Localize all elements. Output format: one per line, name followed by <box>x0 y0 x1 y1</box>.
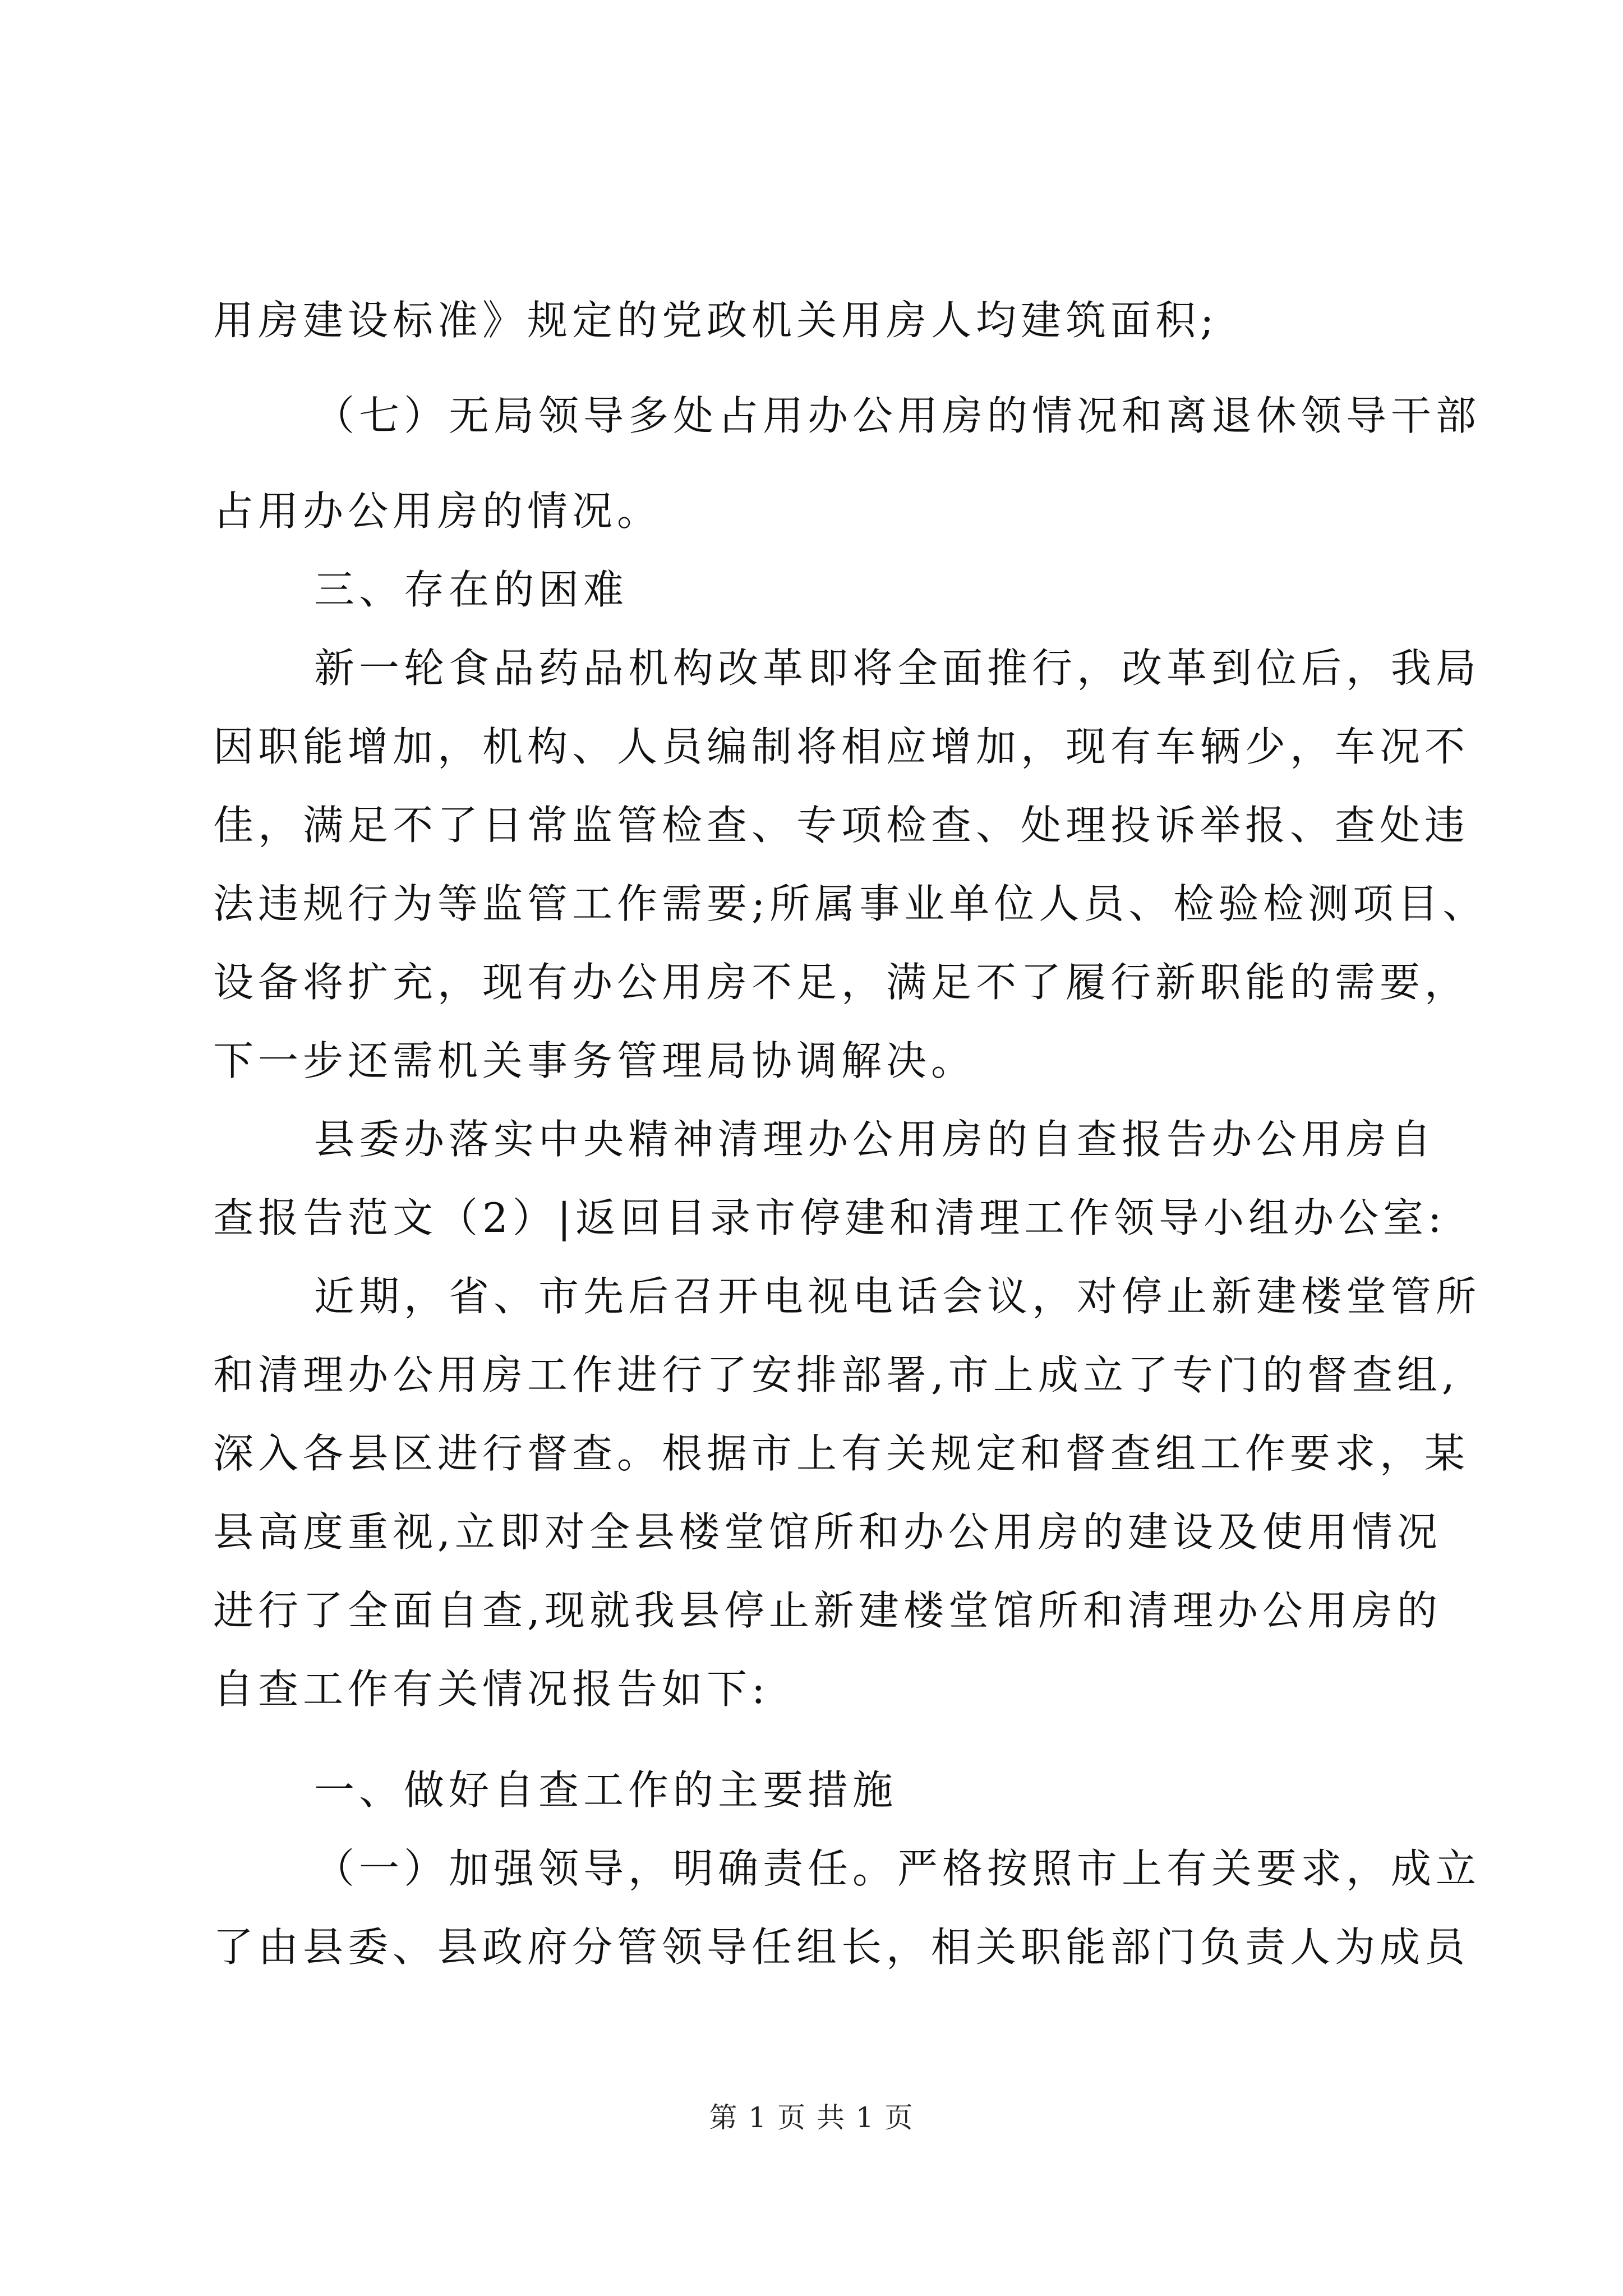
text-line: 新一轮食品药品机构改革即将全面推行，改革到位后，我局 <box>314 645 1481 692</box>
text-line: 县委办落实中央精神清理办公用房的自查报告办公用房自 <box>314 1116 1436 1163</box>
text-line: 自查工作有关情况报告如下: <box>213 1665 770 1713</box>
section-heading: 三、存在的困难 <box>314 566 629 613</box>
text-line: 和清理办公用房工作进行了安排部署,市上成立了专门的督查组, <box>213 1351 1459 1398</box>
text-line: 进行了全面自查,现就我县停止新建楼堂馆所和清理办公用房的 <box>213 1587 1442 1634</box>
text-line: （一）加强领导，明确责任。严格按照市上有关要求，成立 <box>314 1845 1481 1892</box>
text-line: 设备将扩充，现有办公用房不足，满足不了履行新职能的需要， <box>213 959 1470 1006</box>
text-line: 近期，省、市先后召开电视电话会议，对停止新建楼堂管所 <box>314 1273 1481 1320</box>
text-line: 因职能增加，机构、人员编制将相应增加，现有车辆少，车况不 <box>213 723 1470 770</box>
text-line: 查报告范文（2）|返回目录市停建和清理工作领导小组办公室: <box>213 1194 1446 1241</box>
text-line: 深入各县区进行督查。根据市上有关规定和督查组工作要求，某 <box>213 1430 1470 1477</box>
section-heading: 一、做好自查工作的主要措施 <box>314 1766 898 1814</box>
text-line: 法违规行为等监管工作需要;所属事业单位人员、检验检测项目、 <box>213 880 1488 927</box>
page-footer: 第 1 页 共 1 页 <box>709 2101 914 2134</box>
text-line: （七）无局领导多处占用办公用房的情况和离退休领导干部 <box>314 392 1481 439</box>
text-line: 了由县委、县政府分管领导任组长，相关职能部门负责人为成员 <box>213 1924 1470 1971</box>
text-line: 佳，满足不了日常监管检查、专项检查、处理投诉举报、查处违 <box>213 802 1470 849</box>
text-line: 用房建设标准》规定的党政机关用房人均建筑面积; <box>213 297 1219 344</box>
text-line: 占用办公用房的情况。 <box>213 487 662 535</box>
text-line: 下一步还需机关事务管理局协调解决。 <box>213 1037 976 1084</box>
text-line: 县高度重视,立即对全县楼堂馆所和办公用房的建设及使用情况 <box>213 1508 1442 1556</box>
